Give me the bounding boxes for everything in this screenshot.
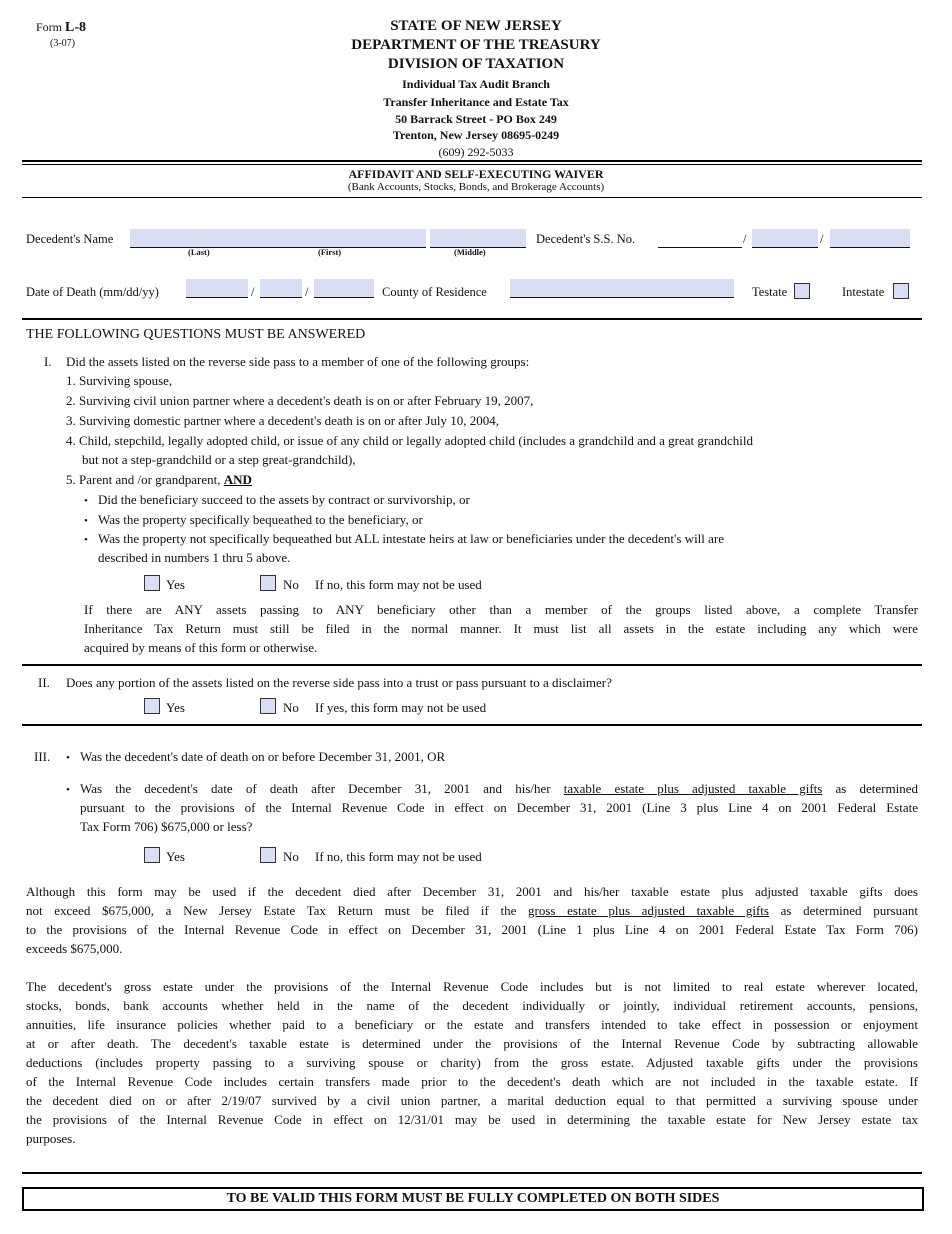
affidavit-subtitle: (Bank Accounts, Stocks, Bonds, and Brokerage Accounts) xyxy=(347,181,605,193)
date-of-death-label: Date of Death (mm/dd/yy) xyxy=(26,285,159,299)
q3-yes-label: Yes xyxy=(166,849,185,864)
para2-line-3: annuities, life insurance policies whether paid to a beneficiary or the estate and transfers intended to take effect in possession or enjoyment xyxy=(26,1017,918,1032)
q3-numeral: III. xyxy=(34,749,51,764)
q2-no-label: No xyxy=(283,700,299,715)
q1-no-label: No xyxy=(283,577,299,592)
q2-numeral: II. xyxy=(38,675,50,690)
q1-no-note: If no, this form may not be used xyxy=(315,577,482,592)
q1-item-4: 4. Child, stepchild, legally adopted child, or issue of any child or legally adopted child (includes a grandchild and a great grandchild xyxy=(66,433,754,448)
q1-item-2: 2. Surviving civil union partner where a decedent's death is on or after February 19, 2007, xyxy=(66,393,534,408)
q1-no-checkbox[interactable] xyxy=(260,575,276,591)
last-caption: (Last) xyxy=(188,247,210,257)
ssn-part2-field[interactable] xyxy=(752,229,818,248)
q1-bullet-2: • Was the property specifically bequeathed to the beneficiary, or xyxy=(84,510,423,531)
header-divider-thin xyxy=(22,164,922,165)
q2-no-checkbox[interactable] xyxy=(260,698,276,714)
form-code: L-8 xyxy=(65,20,87,35)
para1-line-4: exceeds $675,000. xyxy=(26,941,123,956)
form-revision: (3-07) xyxy=(50,38,75,49)
decedent-name-middle-field[interactable] xyxy=(430,229,526,248)
header-street: 50 Barrack Street - PO Box 249 xyxy=(395,112,557,126)
q1-item-4-cont: but not a step-grandchild or a step great-grandchild), xyxy=(82,452,356,467)
form-id: Form L-8 xyxy=(36,20,87,35)
q1-bullet-3-cont: described in numbers 1 thru 5 above. xyxy=(98,550,291,565)
q2-yes-checkbox[interactable] xyxy=(144,698,160,714)
para2-line-7: the decedent died on or after 2/19/07 survived by a civil union partner, a marital deduction equal to that permitted a surviving spouse under xyxy=(26,1093,918,1108)
q3-no-note: If no, this form may not be used xyxy=(315,849,482,864)
q3-bullet-2-line-3: Tax Form 706) $675,000 or less? xyxy=(80,819,253,834)
q1-item-3: 3. Surviving domestic partner where a decedent's death is on or after July 10, 2004, xyxy=(66,413,500,428)
affidavit-title: AFFIDAVIT AND SELF-EXECUTING WAIVER xyxy=(348,167,604,181)
para2-line-4: at or after death. The decedent's taxable estate is determined under the provisions of the Internal Revenue Code by subtracting allowable xyxy=(26,1036,918,1051)
q2-text: Does any portion of the assets listed on the reverse side pass into a trust or pass pursuant to a disclaimer? xyxy=(66,675,612,690)
fields-divider xyxy=(22,318,922,320)
header-phone: (609) 292-5033 xyxy=(438,145,514,159)
dod-month-field[interactable] xyxy=(186,279,248,298)
q3-underlined-phrase: taxable estate plus adjusted taxable gifts xyxy=(563,781,823,796)
q3-bullet-2-line-2: pursuant to the provisions of the Internal Revenue Code in effect on December 31, 2001 (Line 3 plus Line 4 on 2001 Federal Estate xyxy=(80,800,918,815)
footer-notice: TO BE VALID THIS FORM MUST BE FULLY COMPLETED ON BOTH SIDES xyxy=(22,1187,924,1211)
header-state: STATE OF NEW JERSEY xyxy=(390,18,562,34)
q1-bullet-3: • Was the property not specifically bequeathed but ALL intestate heirs at law or beneficiaries under the decedent's will are xyxy=(84,529,918,550)
header-division: DIVISION OF TAXATION xyxy=(387,56,565,72)
ssn-part3-field[interactable] xyxy=(830,229,910,248)
q3-yes-checkbox[interactable] xyxy=(144,847,160,863)
middle-caption: (Middle) xyxy=(454,247,486,257)
q3-no-checkbox[interactable] xyxy=(260,847,276,863)
q1-numeral: I. xyxy=(44,354,52,369)
q3-bullet-1: • Was the decedent's date of death on or before December 31, 2001, OR xyxy=(66,747,445,768)
dod-year-field[interactable] xyxy=(314,279,374,298)
county-field[interactable] xyxy=(510,279,734,298)
q3-no-label: No xyxy=(283,849,299,864)
questions-heading: THE FOLLOWING QUESTIONS MUST BE ANSWERED xyxy=(26,327,366,342)
and-emphasis: AND xyxy=(223,472,252,487)
q1-bullet-1: • Did the beneficiary succeed to the assets by contract or survivorship, or xyxy=(84,490,470,511)
testate-checkbox[interactable] xyxy=(794,283,810,299)
para1-line-3: to the provisions of the Internal Revenue Code in effect on December 31, 2001 (Line 1 plus Line 4 on 2001 Federal Estate Tax Form 706) xyxy=(26,922,918,937)
para2-line-2: stocks, bonds, bank accounts whether held in the name of the decedent individually or jointly, individual retirement accounts, pensions, xyxy=(26,998,918,1013)
para2-line-9: purposes. xyxy=(26,1131,76,1146)
header-unit: Transfer Inheritance and Estate Tax xyxy=(383,95,569,109)
header-divider xyxy=(22,160,922,162)
dod-separator-1: / xyxy=(251,285,255,299)
ssn-label: Decedent's S.S. No. xyxy=(536,232,636,246)
para1-line-2: not exceed $675,000, a New Jersey Estate Tax Return must be filed if the gross estate plus adjusted taxable gifts as determined pursuant xyxy=(26,903,918,918)
county-label: County of Residence xyxy=(382,285,487,299)
ssn-part1-field[interactable] xyxy=(658,229,742,248)
intestate-checkbox[interactable] xyxy=(893,283,909,299)
q1-text: Did the assets listed on the reverse side pass to a member of one of the following groups: xyxy=(66,354,530,369)
q1-para-line-2: Inheritance Tax Return must still be filed in the normal manner. It must list all assets in the estate including any which were xyxy=(84,621,918,636)
para1-line-1: Although this form may be used if the decedent died after December 31, 2001 and his/her taxable estate plus adjusted taxable gifts does xyxy=(26,884,918,899)
ssn-separator-1: / xyxy=(743,232,747,246)
affidavit-divider xyxy=(22,197,922,198)
q1-item-1: 1. Surviving spouse, xyxy=(66,373,173,388)
header-branch: Individual Tax Audit Branch xyxy=(402,77,550,91)
q1-divider xyxy=(22,664,922,666)
para2-line-8: the provisions of the Internal Revenue Code in effect on 12/31/01 may be used in determining the taxable estate for New Jersey estate tax xyxy=(26,1112,918,1127)
decedent-name-label: Decedent's Name xyxy=(26,232,114,246)
q2-divider xyxy=(22,724,922,726)
dod-separator-2: / xyxy=(305,285,309,299)
q2-no-note: If yes, this form may not be used xyxy=(315,700,487,715)
header-department: DEPARTMENT OF THE TREASURY xyxy=(351,37,601,53)
ssn-separator-2: / xyxy=(820,232,824,246)
para2-line-6: of the Internal Revenue Code includes certain transfers made prior to the decedent's death which are not included in the taxable estate. If xyxy=(26,1074,918,1089)
intestate-label: Intestate xyxy=(842,285,885,299)
footer-divider xyxy=(22,1172,922,1174)
para2-line-5: deductions (includes property passing to a surviving spouse or charity) from the gross estate. Adjusted taxable gifts under the provisions xyxy=(26,1055,918,1070)
q1-para-line-1: If there are ANY assets passing to ANY beneficiary other than a member of the groups listed above, a complete Transfer xyxy=(84,602,918,617)
testate-label: Testate xyxy=(752,285,788,299)
q1-yes-checkbox[interactable] xyxy=(144,575,160,591)
para2-line-1: The decedent's gross estate under the provisions of the Internal Revenue Code includes but is not limited to real estate wherever located, xyxy=(26,979,918,994)
para1-underlined-phrase: gross estate plus adjusted taxable gifts xyxy=(528,903,769,918)
dod-day-field[interactable] xyxy=(260,279,302,298)
q3-bullet-2: • Was the decedent's date of death after December 31, 2001 and his/her taxable estate plus adjusted taxable gifts as determined xyxy=(66,779,918,800)
q2-yes-label: Yes xyxy=(166,700,185,715)
header-city: Trenton, New Jersey 08695-0249 xyxy=(392,128,560,142)
q1-item-5: 5. Parent and /or grandparent, AND xyxy=(66,472,252,487)
q1-para-line-3: acquired by means of this form or otherwise. xyxy=(84,640,318,655)
first-caption: (First) xyxy=(318,247,342,257)
q1-yes-label: Yes xyxy=(166,577,185,592)
decedent-name-last-first-field[interactable] xyxy=(130,229,426,248)
